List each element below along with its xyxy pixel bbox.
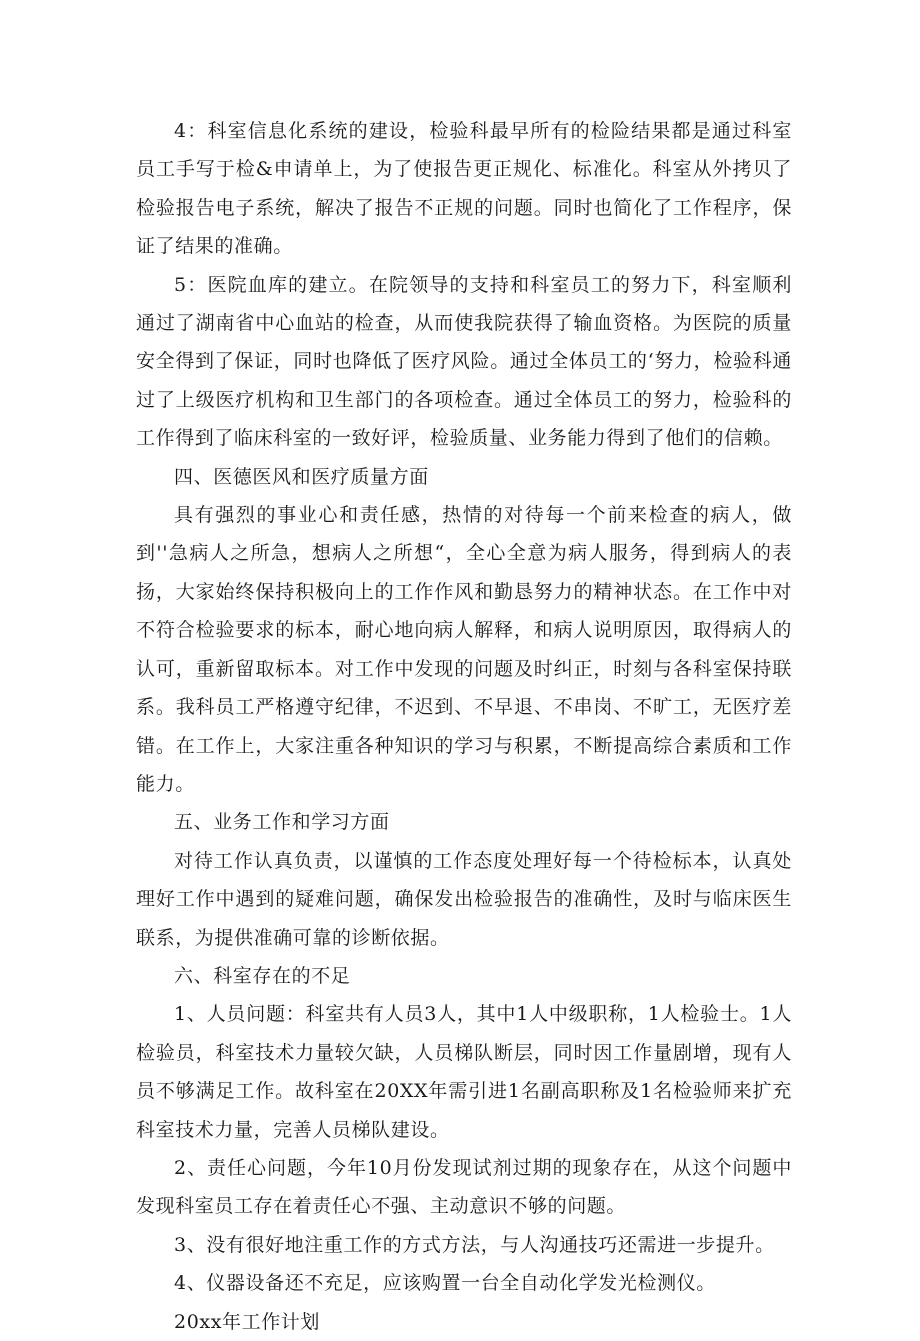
paragraph-staffing-issue: 1、人员问题：科室共有人员3人，其中1人中级职称，1人检验士。1人检验员，科室技术力量较欠缺，人员梯队断层，同时因工作量剧增，现有人员不够满足工作。故科室在20XX年需引进1名副高职称及1名检验师来扩充科室技术力量，完善人员梯队建设。 <box>136 1003 792 1141</box>
paragraph-business-study: 对待工作认真负责，以谨慎的工作态度处理好每一个待检标本，认真处理好工作中遇到的疑难问题，确保发出检验报告的准确性，及时与临床医生联系，为提供准确可靠的诊断依据。 <box>136 849 792 949</box>
paragraph-communication-issue: 3、没有很好地注重工作的方式方法，与人沟通技巧还需进一步提升。 <box>174 1233 775 1256</box>
paragraph-lis-system: 4：科室信息化系统的建设，检验科最早所有的检险结果都是通过科室员工手写于检&申请单上，为了使报告更正规化、标准化。科室从外拷贝了检验报告电子系统，解决了报告不正规的问题。同时也简化了工作程序，保证了结果的准确。 <box>136 120 792 258</box>
paragraph-blood-bank: 5：医院血库的建立。在院领导的支持和科室员工的努力下，科室顺利通过了湖南省中心血站的检查，从而使我院获得了输血资格。为医院的质量安全得到了保证，同时也降低了医疗风险。通过全体员工的‘努力，检验科通过了上级医疗机构和卫生部门的各项检查。通过全体员工的努力，检验科的工作得到了临床科室的一致好评，检验质量、业务能力得到了他们的信赖。 <box>136 273 792 450</box>
section-heading-work-plan: 20xx年工作计划 <box>174 1310 321 1333</box>
paragraph-responsibility-issue: 2、责任心问题，今年10月份发现试剂过期的现象存在，从这个问题中发现科室员工存在着责任心不强、主动意识不够的问题。 <box>136 1156 792 1218</box>
section-heading-medical-ethics: 四、医德医风和医疗质量方面 <box>174 465 429 488</box>
section-heading-shortcomings: 六、科室存在的不足 <box>174 964 351 987</box>
paragraph-medical-ethics: 具有强烈的事业心和责任感，热情的对待每一个前来检查的病人，做到''急病人之所急，想病人之所想“，全心全意为病人服务，得到病人的表扬，大家始终保持积极向上的工作作风和勤恳努力的精神状态。在工作中对不符合检验要求的标本，耐心地向病人解释，和病人说明原因，取得病人的认可，重新留取标本。对工作中发现的问题及时纠正，时刻与各科室保持联系。我科员工严格遵守纪律，不迟到、不早退、不串岗、不旷工，无医疗差错。在工作上，大家注重各种知识的学习与积累，不断提高综合素质和工作能力。 <box>136 504 792 795</box>
section-heading-business-study: 五、业务工作和学习方面 <box>174 811 390 834</box>
paragraph-equipment-issue: 4、仪器设备还不充足，应该购置一台全自动化学发光检测仪。 <box>174 1272 716 1295</box>
document-page <box>136 112 792 1341</box>
